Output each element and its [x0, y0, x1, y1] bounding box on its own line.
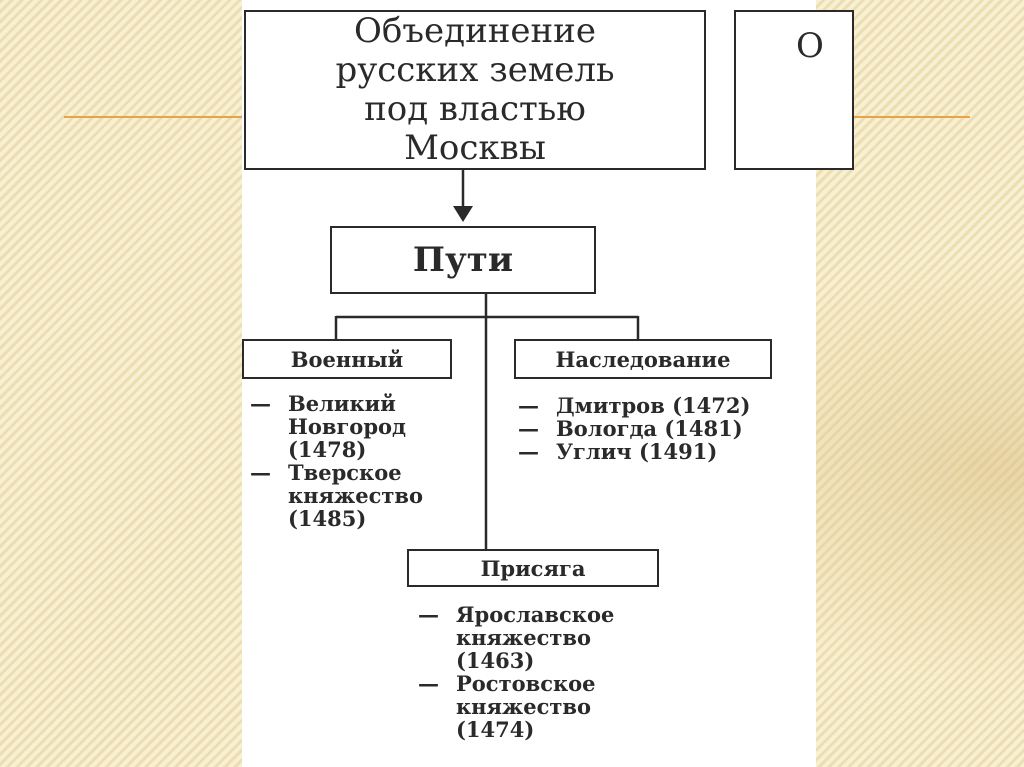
- oath-box: [407, 549, 659, 587]
- arrow-head-icon: [453, 206, 473, 222]
- side-box-text: О: [796, 26, 824, 66]
- list-item: — Ростовское княжество (1474): [414, 672, 614, 741]
- military-box: [242, 339, 452, 379]
- military-label: Военный: [290, 346, 404, 372]
- title-text: Объединение русских земель под властью Москвы: [335, 11, 615, 168]
- list-item: — Вологда (1481): [514, 417, 750, 440]
- list-item: — Углич (1491): [514, 440, 750, 463]
- list-item: — Дмитров (1472): [514, 394, 750, 417]
- decorative-rule-left: [64, 116, 254, 118]
- paths-box: [330, 226, 596, 294]
- side-box: [734, 10, 854, 170]
- inheritance-box: [514, 339, 772, 379]
- inheritance-list: [514, 394, 750, 463]
- title-box: [244, 10, 706, 170]
- inheritance-label: Наследование: [555, 346, 731, 372]
- diagram-panel: [242, 0, 824, 767]
- list-item: — Тверское княжество (1485): [246, 461, 423, 530]
- list-item: — Великий Новгород (1478): [246, 392, 423, 461]
- oath-list: [414, 603, 614, 741]
- paths-label: Пути: [412, 240, 514, 280]
- military-list: [246, 392, 423, 530]
- list-item: — Ярославское княжество (1463): [414, 603, 614, 672]
- oath-label: Присяга: [480, 555, 586, 581]
